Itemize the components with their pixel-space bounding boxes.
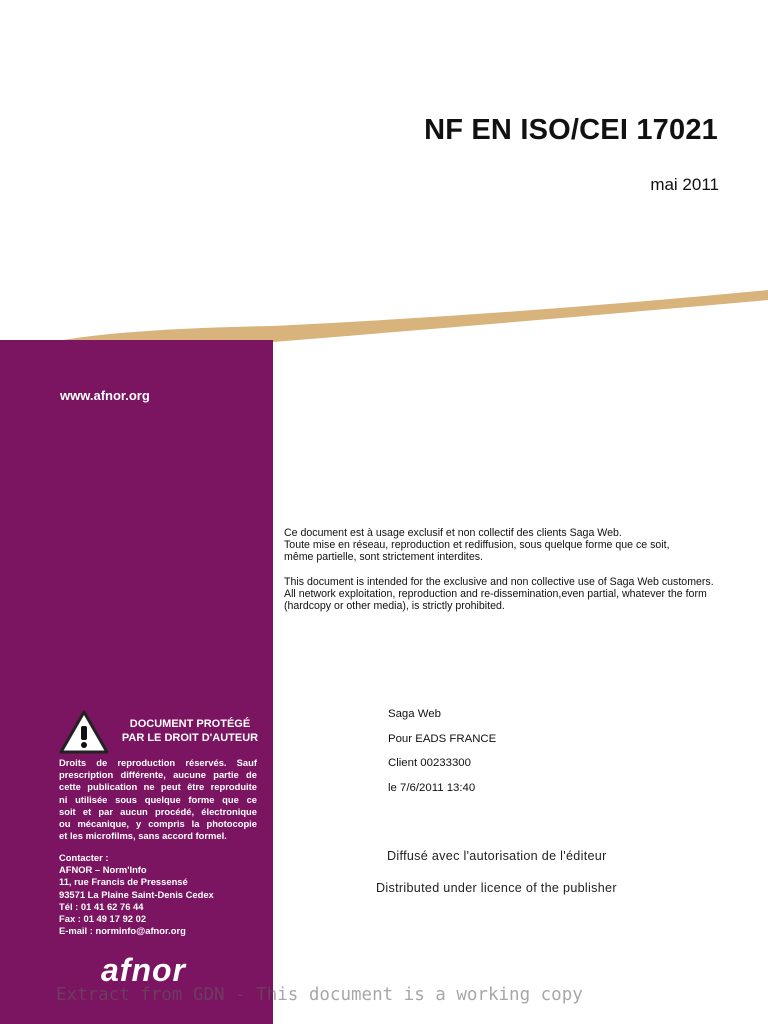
contact-line: AFNOR – Norm'Info: [59, 864, 147, 876]
licence-notice-fr: Diffusé avec l'autorisation de l'éditeur: [387, 849, 607, 863]
protected-title-line: DOCUMENT PROTÉGÉ: [129, 718, 251, 730]
contact-block: [59, 852, 269, 937]
contact-phone: Tél : 01 41 62 76 44: [59, 900, 144, 912]
notice-fr: [284, 527, 764, 564]
client-line: Saga Web: [388, 708, 441, 720]
rights-line: soit et par aucun procédé, électronique: [59, 805, 257, 817]
usage-notice: [284, 527, 764, 624]
protected-title-line: PAR LE DROIT D'AUTEUR: [121, 732, 259, 744]
watermark-text: Extract from GDN - This document is a working copy: [56, 985, 583, 1005]
website-link[interactable]: www.afnor.org: [60, 388, 150, 403]
document-date: mai 2011: [650, 175, 719, 194]
notice-en: [284, 576, 764, 613]
notice-fr-line: même partielle, sont strictement interdites.: [284, 551, 484, 564]
sidebar-panel: [0, 340, 273, 1024]
rights-line: cette publication ne peut être reproduite: [59, 781, 257, 793]
document-title: NF EN ISO/CEI 17021: [424, 114, 718, 146]
client-info: [388, 708, 496, 806]
notice-fr-line: Toute mise en réseau, reproduction et rediffusion, sous quelque forme que ce soit,: [284, 539, 670, 552]
notice-en-line: (hardcopy or other media), is strictly prohibited.: [284, 600, 505, 613]
contact-email[interactable]: E-mail : norminfo@afnor.org: [59, 925, 186, 937]
rights-line: Droits de reproduction réservés. Sauf: [59, 757, 257, 768]
licence-notice-en: Distributed under licence of the publisher: [376, 881, 617, 895]
contact-line: Contacter :: [59, 852, 109, 863]
notice-en-line: All network exploitation, reproduction and re-dissemination,even partial, whatever the form: [284, 587, 707, 600]
client-line: Pour EADS FRANCE: [388, 732, 497, 745]
reproduction-rights-text: [59, 757, 257, 842]
notice-en-line: This document is intended for the exclusive and non collective use of Saga Web customers.: [284, 575, 714, 588]
warning-icon: [58, 709, 110, 755]
contact-line: 93571 La Plaine Saint-Denis Cedex: [59, 888, 214, 900]
afnor-logo: afnor: [101, 952, 186, 988]
rights-line: ni utilisée sous quelque forme que ce: [59, 793, 257, 805]
rights-line: ou mécanique, y compris la photocopie: [59, 818, 257, 830]
contact-line: 11, rue Francis de Pressensé: [59, 876, 188, 888]
contact-fax: Fax : 01 49 17 92 02: [59, 913, 147, 925]
client-line: Client 00233300: [388, 757, 471, 769]
rights-line: prescription différente, aucune partie de: [59, 769, 257, 781]
copyright-protected-heading: [110, 717, 270, 745]
client-line: le 7/6/2011 13:40: [388, 781, 476, 794]
rights-line: et les microfilms, sans accord formel.: [59, 830, 227, 842]
notice-fr-line: Ce document est à usage exclusif et non collectif des clients Saga Web.: [284, 527, 622, 539]
